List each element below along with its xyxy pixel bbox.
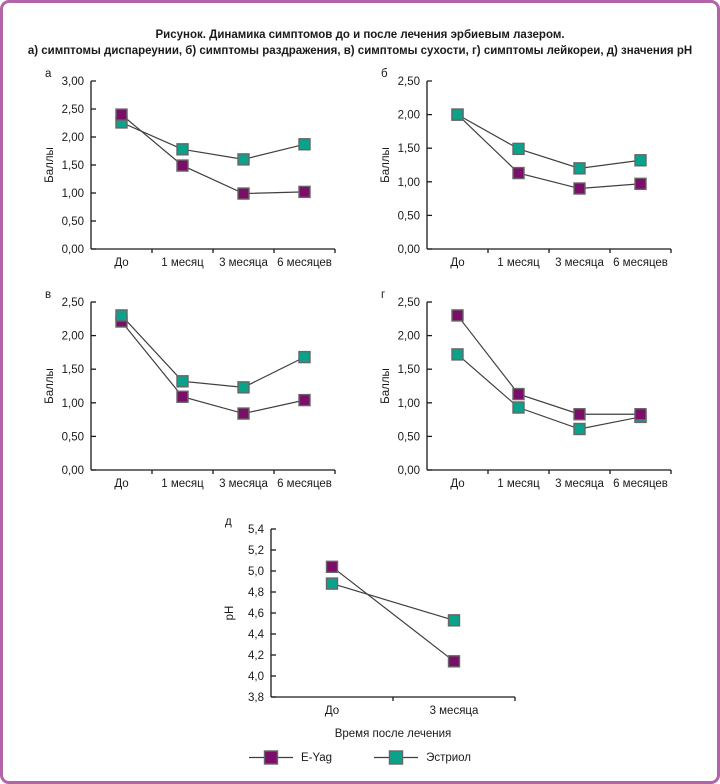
- data-point-marker-estriol: [177, 376, 188, 387]
- y-tick-label: 4,2: [248, 650, 264, 662]
- x-tick-label: До: [114, 257, 129, 269]
- chart-d-svg: [207, 511, 529, 749]
- y-tick-label: 1,50: [397, 364, 420, 377]
- y-tick-label: 2,50: [61, 297, 84, 309]
- chart-panel-v-dryness: [39, 284, 361, 505]
- x-axis-title: Время после лечения: [334, 728, 452, 740]
- data-point-marker-e_yag: [177, 391, 188, 402]
- x-tick-label: 1 месяц: [161, 478, 204, 490]
- y-tick-label: 4,8: [248, 587, 264, 599]
- x-tick-label: До: [114, 478, 129, 490]
- legend: [3, 749, 717, 766]
- x-tick-label: 3 месяца: [429, 705, 479, 717]
- figure-title-line1: Рисунок. Динамика симптомов до и после лечения эрбиевым лазером.: [155, 29, 565, 41]
- y-tick-label: 0,50: [397, 431, 420, 444]
- y-tick-label: 1,00: [61, 397, 84, 410]
- data-point-marker-e_yag: [574, 183, 585, 194]
- series-line-estriol: [332, 584, 454, 621]
- y-tick-label: 1,50: [397, 143, 420, 156]
- data-point-marker-estriol: [177, 144, 188, 155]
- data-point-marker-e_yag: [327, 561, 338, 572]
- data-point-marker-estriol: [574, 424, 585, 435]
- y-tick-label: 0,00: [397, 244, 420, 256]
- x-tick-label: 6 месяцев: [277, 257, 332, 269]
- y-tick-label: 2,00: [397, 330, 420, 343]
- y-tick-label: 1,00: [61, 188, 84, 200]
- data-point-marker-e_yag: [635, 178, 646, 189]
- data-point-marker-e_yag: [299, 186, 310, 197]
- legend-label-estriol: Эстриол: [426, 751, 472, 764]
- x-tick-label: 6 месяцев: [613, 478, 668, 490]
- y-tick-label: 5,0: [248, 566, 264, 578]
- data-point-marker-e_yag: [449, 656, 460, 667]
- data-point-marker-estriol: [238, 382, 249, 393]
- data-point-marker-estriol: [574, 163, 585, 174]
- series-line-e_yag: [458, 315, 641, 414]
- data-point-marker-e_yag: [299, 395, 310, 406]
- data-point-marker-estriol: [449, 615, 460, 626]
- y-tick-label: 2,00: [397, 109, 420, 122]
- estriol-marker-icon: [374, 749, 418, 766]
- y-tick-label: 0,00: [61, 465, 84, 477]
- series-line-e_yag: [332, 567, 454, 662]
- x-tick-label: 1 месяц: [161, 257, 204, 269]
- legend-item-e-yag: [249, 749, 332, 766]
- y-tick-label: 0,00: [61, 244, 84, 256]
- x-tick-label: 3 месяца: [219, 478, 268, 490]
- y-tick-label: 3,8: [248, 692, 264, 704]
- chart-panel-d-ph: [207, 511, 529, 754]
- y-tick-label: 1,00: [397, 176, 420, 189]
- panel-label-d: д: [225, 516, 232, 528]
- y-tick-label: 1,50: [61, 160, 84, 172]
- y-tick-label: 2,00: [61, 330, 84, 343]
- chart-b-svg: [375, 63, 697, 279]
- e-yag-marker-icon: [249, 749, 293, 766]
- x-tick-label: До: [324, 705, 340, 717]
- chart-panel-b-irritation: [375, 63, 697, 284]
- panel-label-a: а: [45, 68, 52, 80]
- x-tick-label: 6 месяцев: [613, 257, 668, 269]
- data-point-marker-e_yag: [116, 109, 127, 120]
- y-tick-label: 1,00: [397, 397, 420, 410]
- y-tick-label: 0,00: [397, 465, 420, 477]
- data-point-marker-estriol: [513, 143, 524, 154]
- data-point-marker-e_yag: [635, 409, 646, 420]
- chart-v-svg: [39, 284, 361, 500]
- y-tick-label: 5,2: [248, 545, 264, 557]
- x-tick-label: До: [450, 257, 465, 269]
- y-tick-label: 2,50: [397, 297, 420, 309]
- chart-panel-a-dyspareunia: [39, 63, 361, 284]
- legend-label-e-yag: E-Yag: [300, 751, 333, 764]
- y-tick-label: 1,50: [61, 364, 84, 377]
- x-tick-label: 3 месяца: [555, 478, 604, 490]
- legend-item-estriol: [374, 749, 471, 766]
- panel-label-v: в: [45, 289, 52, 301]
- x-tick-label: 1 месяц: [497, 257, 540, 269]
- data-point-marker-e_yag: [177, 160, 188, 171]
- data-point-marker-estriol: [452, 349, 463, 360]
- data-point-marker-estriol: [299, 139, 310, 150]
- figure-title-line2: а) симптомы диспареунии, б) симптомы раздражения, в) симптомы сухости, г) симптомы лейкореи, д) значения pH: [27, 45, 693, 57]
- y-tick-label: 2,50: [61, 104, 84, 116]
- data-point-marker-e_yag: [452, 310, 463, 321]
- y-axis-title: Баллы: [380, 368, 392, 404]
- data-point-marker-estriol: [327, 578, 338, 589]
- chart-g-svg: [375, 284, 697, 500]
- y-tick-label: 4,0: [248, 671, 264, 683]
- data-point-marker-e_yag: [238, 188, 249, 199]
- y-tick-label: 0,50: [61, 216, 84, 228]
- x-tick-label: 6 месяцев: [277, 478, 332, 490]
- panel-label-g: г: [381, 289, 386, 301]
- data-point-marker-e_yag: [513, 168, 524, 179]
- data-point-marker-e_yag: [513, 389, 524, 400]
- series-line-estriol: [122, 122, 305, 159]
- data-point-marker-estriol: [635, 155, 646, 166]
- y-tick-label: 4,4: [248, 629, 264, 641]
- y-tick-label: 3,00: [61, 76, 84, 88]
- data-point-marker-estriol: [513, 402, 524, 413]
- data-point-marker-estriol: [116, 310, 127, 321]
- x-tick-label: 3 месяца: [219, 257, 268, 269]
- y-tick-label: 2,50: [397, 76, 420, 88]
- y-axis-title: pH: [224, 605, 236, 621]
- panel-label-b: б: [381, 68, 388, 80]
- x-tick-label: 1 месяц: [497, 478, 540, 490]
- series-line-e_yag: [458, 115, 641, 189]
- chart-panel-g-leukorrhea: [375, 284, 697, 505]
- x-tick-label: 3 месяца: [555, 257, 604, 269]
- y-axis-title: Баллы: [380, 147, 392, 183]
- figure-title: [3, 27, 717, 59]
- series-line-estriol: [122, 315, 305, 387]
- y-axis-title: Баллы: [44, 368, 56, 404]
- y-tick-label: 0,50: [61, 431, 84, 444]
- series-line-estriol: [458, 354, 641, 429]
- chart-a-svg: [39, 63, 361, 279]
- data-point-marker-estriol: [238, 154, 249, 165]
- y-tick-label: 4,6: [248, 608, 264, 620]
- y-axis-title: Баллы: [44, 147, 56, 183]
- data-point-marker-estriol: [452, 109, 463, 120]
- y-tick-label: 2,00: [61, 132, 84, 144]
- data-point-marker-e_yag: [238, 408, 249, 419]
- y-tick-label: 0,50: [397, 210, 420, 223]
- x-tick-label: До: [450, 478, 465, 490]
- series-line-e_yag: [122, 321, 305, 413]
- y-tick-label: 5,4: [248, 524, 264, 536]
- data-point-marker-e_yag: [574, 409, 585, 420]
- data-point-marker-estriol: [299, 352, 310, 363]
